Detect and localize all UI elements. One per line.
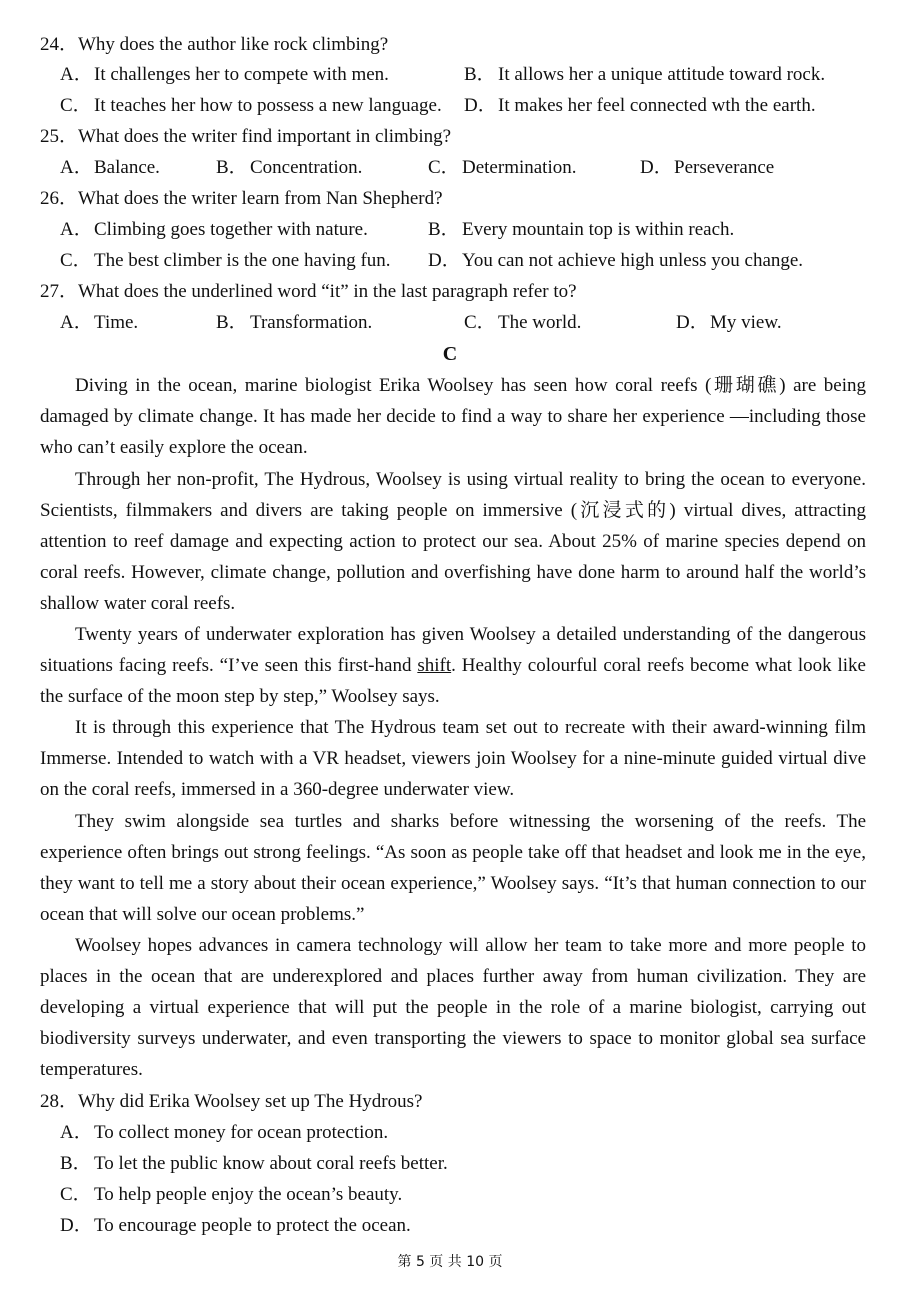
- option-letter: B．: [60, 1153, 92, 1174]
- option-letter: B．: [216, 312, 248, 333]
- question-24-stem: 24．Why does the author like rock climbing?: [40, 34, 389, 55]
- question-28-option-b: [60, 1152, 448, 1176]
- question-27-option-d: [676, 311, 782, 335]
- question-26-option-d: [428, 249, 803, 273]
- passage-paragraph-5: They swim alongside sea turtles and sharks before witnessing the worsening of the reefs. The experience often brings out strong feelings. “As soon as people take off that headset and look me in the eye, they want to tell me a story about their ocean experience,” Woolsey says. “It’s that human connection to our ocean that will solve our ocean problems.”: [40, 811, 866, 926]
- question-24-option-d: [464, 94, 816, 118]
- option-text: Determination.: [462, 157, 577, 178]
- option-letter: A．: [60, 157, 93, 178]
- option-text: Every mountain top is within reach.: [462, 219, 735, 240]
- question-27-option-c: [464, 311, 581, 335]
- option-text: It makes her feel connected wth the earth.: [498, 95, 816, 116]
- option-text: To help people enjoy the ocean’s beauty.: [94, 1184, 403, 1205]
- option-text: To collect money for ocean protection.: [94, 1122, 389, 1143]
- underlined-word: shift: [417, 655, 452, 677]
- question-26-stem: 26．What does the writer learn from Nan Shepherd?: [40, 188, 443, 209]
- question-25-option-b: [216, 156, 362, 180]
- question-26-option-a: [60, 218, 368, 242]
- paragraph-text: . Healthy colourful coral reefs become what look like the surface of the moon step by step,” Woolsey says.: [40, 655, 866, 708]
- option-text: It allows her a unique attitude toward rock.: [498, 64, 826, 85]
- option-letter: C．: [60, 1184, 92, 1205]
- option-text: Time.: [94, 312, 139, 333]
- question-28-stem: 28．Why did Erika Woolsey set up The Hydrous?: [40, 1091, 423, 1112]
- option-text: Concentration.: [250, 157, 363, 178]
- question-28-option-c: [60, 1183, 402, 1207]
- option-letter: D．: [640, 157, 673, 178]
- question-26-option-c: [60, 249, 391, 273]
- option-letter: A．: [60, 219, 93, 240]
- option-text: It challenges her to compete with men.: [94, 64, 389, 85]
- page-number-footer: 第 5 页 共 10 页: [397, 1254, 503, 1270]
- question-24-option-c: [60, 94, 442, 118]
- question-28-option-d: [60, 1214, 411, 1238]
- question-25-stem: 25．What does the writer find important in climbing?: [40, 126, 452, 147]
- question-24-option-b: [464, 63, 825, 87]
- option-letter: C．: [464, 312, 496, 333]
- question-28-option-a: [60, 1121, 388, 1145]
- question-25-option-d: [640, 156, 774, 180]
- option-letter: A．: [60, 64, 93, 85]
- section-heading: C: [442, 343, 458, 365]
- option-text: Transformation.: [250, 312, 373, 333]
- option-letter: A．: [60, 312, 93, 333]
- option-text: Perseverance: [674, 157, 775, 178]
- question-25-option-a: [60, 156, 160, 180]
- option-text: The best climber is the one having fun.: [94, 250, 391, 271]
- option-text: The world.: [498, 312, 582, 333]
- option-letter: C．: [60, 250, 92, 271]
- option-letter: D．: [464, 95, 497, 116]
- option-letter: B．: [428, 219, 460, 240]
- option-text: Balance.: [94, 157, 160, 178]
- option-text: You can not achieve high unless you change.: [462, 250, 804, 271]
- passage-paragraph-6: Woolsey hopes advances in camera technology will allow her team to take more and more people to places in the ocean that are underexplored and places further away from human civilization. They are developing a virtual experience that will put the people in the role of a marine biologist, carrying out biodiversity surveys underwater, and even transporting the viewers to space to monitor global sea surface temperatures.: [40, 935, 866, 1081]
- option-text: It teaches her how to possess a new language.: [94, 95, 442, 116]
- option-letter: B．: [216, 157, 248, 178]
- question-25-option-c: [428, 156, 577, 180]
- option-letter: C．: [428, 157, 460, 178]
- passage-paragraph-2: Through her non-profit, The Hydrous, Woolsey is using virtual reality to bring the ocean to everyone. Scientists, filmmakers and divers are taking people on immersive (沉浸式的) virtual dives, attracting attention to reef damage and expecting action to protect our sea. About 25% of marine species depend on coral reefs. However, climate change, pollution and overfishing have done harm to around half the world’s shallow water coral reefs.: [40, 469, 866, 615]
- question-26-option-b: [428, 218, 734, 242]
- question-24-option-a: [60, 63, 389, 87]
- option-letter: B．: [464, 64, 496, 85]
- passage-paragraph-1: Diving in the ocean, marine biologist Erika Woolsey has seen how coral reefs (珊瑚礁) are being damaged by climate change. It has made her decide to find a way to share her experience —including those who can’t easily explore the ocean.: [40, 375, 866, 459]
- option-letter: D．: [676, 312, 709, 333]
- passage-paragraph-3: [40, 619, 866, 712]
- option-letter: D．: [60, 1215, 93, 1236]
- option-text: To let the public know about coral reefs better.: [94, 1153, 448, 1174]
- option-text: To encourage people to protect the ocean.: [94, 1215, 411, 1236]
- question-27-stem: 27．What does the underlined word “it” in the last paragraph refer to?: [40, 281, 577, 302]
- question-27-option-a: [60, 311, 138, 335]
- paragraph-text: Twenty years of underwater exploration has given Woolsey a detailed understanding of the dangerous situations facing reefs. “I’ve seen this first-hand: [40, 624, 866, 677]
- option-letter: A．: [60, 1122, 93, 1143]
- question-27-option-b: [216, 311, 372, 335]
- option-letter: C．: [60, 95, 92, 116]
- option-letter: D．: [428, 250, 461, 271]
- passage-paragraph-4: It is through this experience that The Hydrous team set out to recreate with their award-winning film Immerse. Intended to watch with a VR headset, viewers join Woolsey for a nine-minute guided virtual dive on the coral reefs, immersed in a 360-degree underwater view.: [40, 717, 866, 801]
- option-text: Climbing goes together with nature.: [94, 219, 368, 240]
- option-text: My view.: [710, 312, 782, 333]
